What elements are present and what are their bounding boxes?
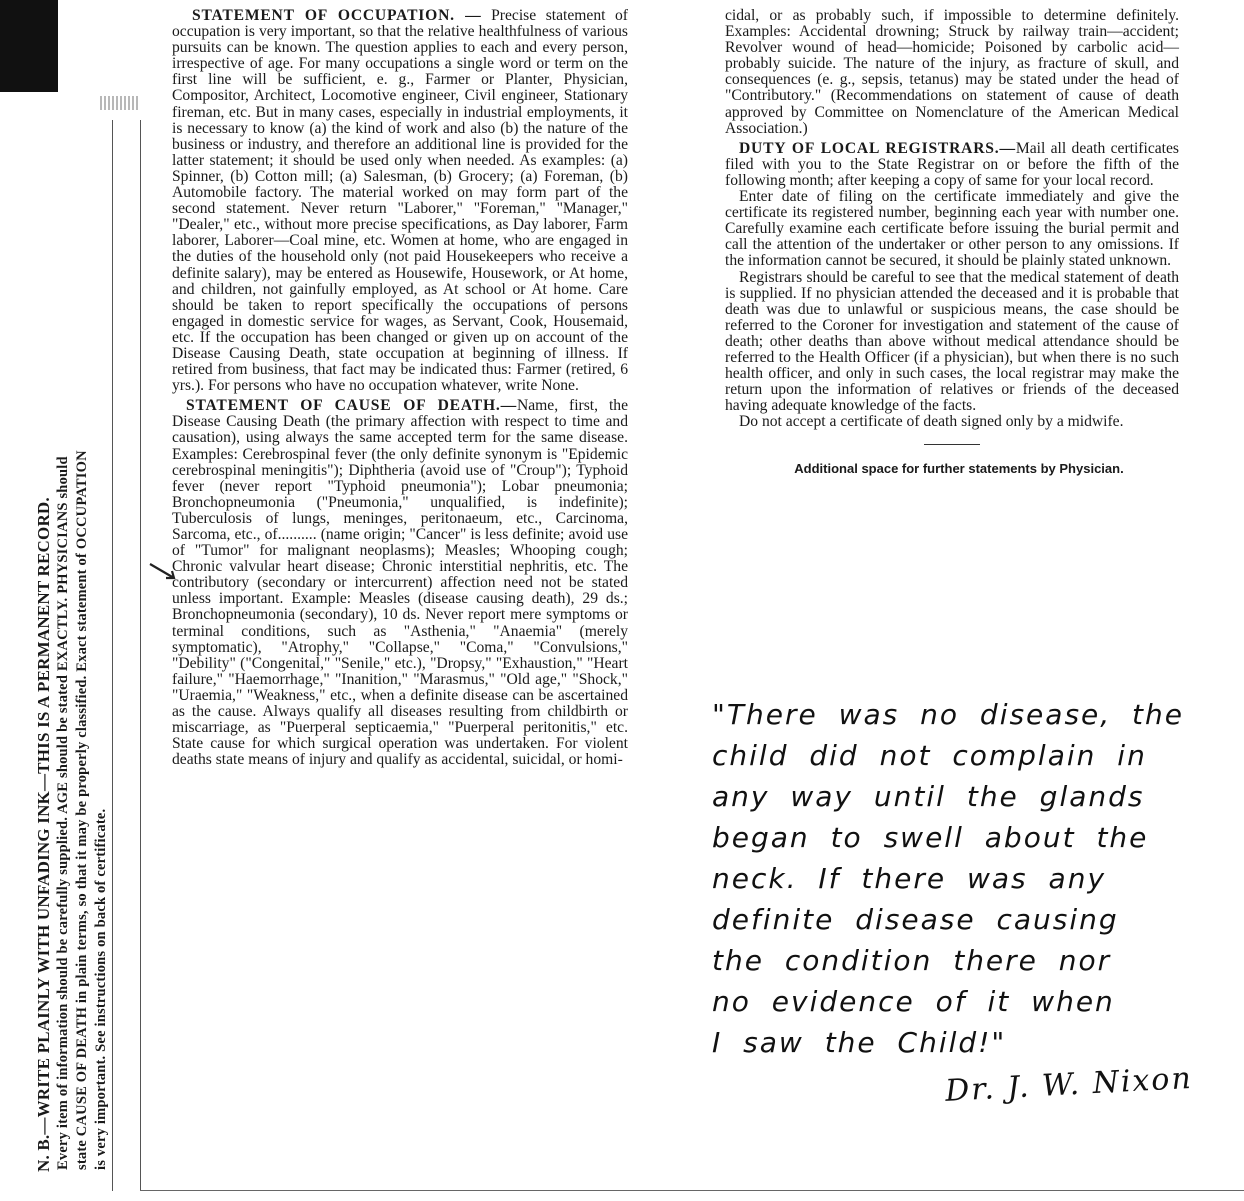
handwritten-line: the condition there nor bbox=[712, 944, 1112, 977]
scan-edge-shadow bbox=[0, 0, 58, 92]
handwritten-line: child did not complain in bbox=[712, 739, 1147, 772]
registrars-section-p1 bbox=[725, 141, 1179, 189]
margin-note-line-1: N. B.—WRITE PLAINLY WITH UNFADING INK—THIS IS A PERMANENT RECORD. bbox=[34, 497, 53, 1172]
bottom-rule bbox=[140, 1190, 1244, 1191]
registrars-p1: Mail all death certificates filed with you to the State Registrar on or before the fifth of the following month; after keeping a copy of same for your local record. bbox=[725, 139, 1179, 189]
margin-note-line-3: state CAUSE OF DEATH in plain terms, so that it may be properly classified. Exact statement of OCCUPATION bbox=[74, 450, 90, 1170]
handwritten-line: no evidence of it when bbox=[712, 985, 1115, 1018]
handwritten-line: I saw the Child!" bbox=[712, 1026, 1007, 1059]
margin-note bbox=[34, 102, 109, 1172]
physician-signature: Dr. J. W. Nixon bbox=[944, 1060, 1194, 1109]
right-column bbox=[725, 8, 1179, 478]
handwritten-line: began to swell about the bbox=[712, 821, 1149, 854]
handwritten-line: definite disease causing bbox=[712, 903, 1119, 936]
occupation-section bbox=[172, 8, 628, 394]
margin-note-line-4: is very important. See instructions on back of certificate. bbox=[93, 808, 109, 1170]
occupation-body: Precise statement of occupation is very important, so that the relative healthfulness of various pursuits can be known. The question applies to each and every person, irrespective of age. For many occupations a single word or term on the first line will be sufficient, e. g., Farmer or Planter, Physician, Compositor, Architect, Locomotive engineer, Civil engineer, Stationary fireman, etc. But in many cases, especially in industrial employments, it is necessary to know (a) the kind of work and also (b) the nature of the business or industry, and therefore an additional line is provided for the latter statement; it should be used only when needed. As examples: (a) Spinner, (b) Cotton mill; (a) Salesman, (b) Grocery; (a) Foreman, (b) Automobile factory. The material worked on may form part of the second statement. Never return "Laborer," "Foreman," "Manager," "Dealer," etc., without more precise specifications, as Day laborer, Farm laborer, Laborer—Coal mine, etc. Women at home, who are engaged in the duties of the household only (not paid Housekeepers who receive a definite salary), may be entered as Housewife, Housework, or At home, and children, not gainfully employed, as At school or At home. Care should be taken to report specifically the occupations of persons engaged in domestic service for wages, as Servant, Cook, Housemaid, etc. If the occupation has been changed or given up on account of the Disease Causing Death, state occupation at beginning of illness. If retired from business, that fact may be indicated thus: Farmer (retired, 6 yrs.). For persons who have no occupation whatever, write None. bbox=[172, 7, 628, 395]
handwritten-line: any way until the glands bbox=[712, 780, 1145, 813]
occupation-heading: STATEMENT OF OCCUPATION. — bbox=[192, 7, 482, 24]
left-column bbox=[172, 8, 628, 768]
section-divider bbox=[924, 444, 980, 445]
cause-continuation: cidal, or as probably such, if impossible to determine definitely. Examples: Accidental drowning; Struck by railway train—accident; Revolver wound of head—homicide; Poisoned by carbolic acid—probably suicide. The nature of the injury, as fracture of skull, and consequences (e. g., sepsis, tetanus) may be stated under the head of "Contributory." (Recommendations on statement of cause of death approved by Committee on Nomenclature of the American Medical Association.) bbox=[725, 7, 1179, 137]
registrars-p2: Enter date of filing on the certificate immediately and give the certificate its registered number, beginning each year with number one. Carefully examine each certificate before issuing the burial permit and call the attention of the undertaker or other person to any omissions. If the information cannot be secured, it should be plainly stated unknown. bbox=[725, 188, 1179, 270]
registrars-heading: DUTY OF LOCAL REGISTRARS.— bbox=[739, 139, 1016, 157]
registrars-p3: Registrars should be careful to see that the medical statement of death is supplied. If no physician attended the deceased and it is probable that death was due to unlawful or suspicious means, the case should be referred to the Coroner for investigation and statement of the cause of death; other deaths than above without medical attendance should be referred to the Health Officer (if a physician), but when there is no such health officer, and only in such cases, the local registrar may make the return upon the information of relatives or friends of the deceased having adequate knowledge of the facts. bbox=[725, 268, 1179, 415]
handwritten-statement bbox=[712, 694, 1212, 1063]
margin-rule-right bbox=[140, 120, 141, 1191]
margin-note-line-2: Every item of information should be carefully supplied. AGE should be stated EXACTLY. PHYSICIANS should bbox=[55, 456, 71, 1170]
margin-rule-left bbox=[112, 120, 113, 1191]
additional-space-label: Additional space for further statements by Physician. bbox=[794, 461, 1124, 477]
cause-heading: STATEMENT OF CAUSE OF DEATH.— bbox=[186, 397, 517, 415]
registrars-p4: Do not accept a certificate of death signed only by a midwife. bbox=[739, 413, 1124, 431]
handwritten-line: "There was no disease, the bbox=[712, 698, 1185, 731]
cause-section bbox=[172, 398, 628, 768]
handwritten-line: neck. If there was any bbox=[712, 862, 1107, 895]
cause-body: Name, first, the Disease Causing Death (the primary affection with respect to time and causation), using always the same accepted term for the same disease. Examples: Cerebrospinal fever (the only definite synonym is "Epidemic cerebrospinal meningitis"); Diphtheria (avoid use of "Croup"); Typhoid fever (never report "Typhoid pneumonia"); Lobar pneumonia; Bronchopneumonia ("Pneumonia," unqualified, is indefinite); Tuberculosis of lungs, meninges, peritonaeum, etc., Carcinoma, Sarcoma, etc., of.......... (name origin; "Cancer" is less definite; avoid use of "Tumor" for malignant neoplasms); Measles; Whooping cough; Chronic valvular heart disease; Chronic interstitial nephritis, etc. The contributory (secondary or intercurrent) affection need not be stated unless important. Example: Measles (disease causing death), 29 ds.; Bronchopneumonia (secondary), 10 ds. Never report mere symptoms or terminal conditions, such as "Asthenia," "Anaemia" (merely symptomatic), "Atrophy," "Collapse," "Coma," "Convulsions," "Debility" ("Congenital," "Senile," etc.), "Dropsy," "Exhaustion," "Heart failure," "Haemorrhage," "Inanition," "Marasmus," "Old age," "Shock," "Uraemia," "Weakness," etc., when a definite disease can be ascertained as the cause. Always qualify all diseases resulting from childbirth or miscarriage, as "Puerperal septicaemia," "Puerperal peritonitis," etc. State cause for which surgical operation was undertaken. For violent deaths state means of injury and qualify as accidental, suicidal, or homi- bbox=[172, 397, 628, 769]
